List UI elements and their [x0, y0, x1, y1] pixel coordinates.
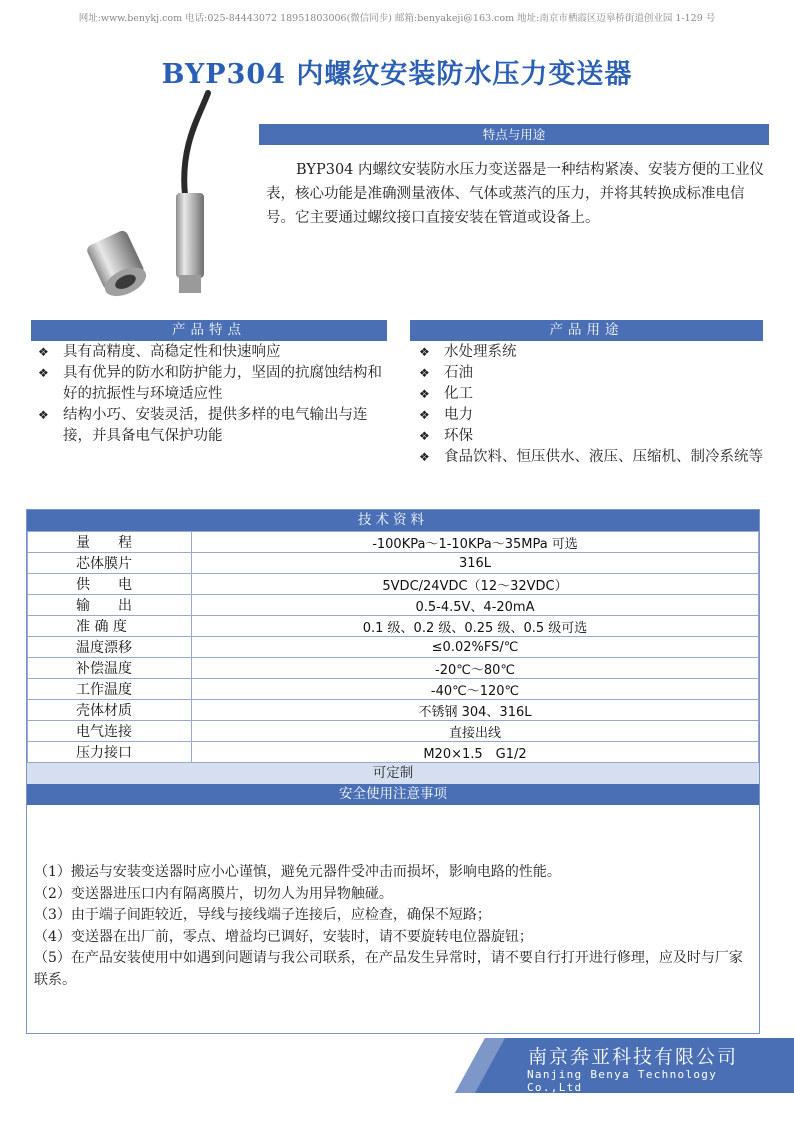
list-item: ❖ 食品饮料、恒压供水、液压、压缩机、制冷系统等 [415, 447, 765, 468]
diamond-bullet-icon: ❖ [38, 366, 49, 380]
spec-label: 温度漂移 [28, 637, 192, 658]
table-row [28, 721, 759, 742]
table-row [28, 553, 759, 574]
note-item: （5）在产品安装使用中如遇到问题请与我公司联系，在产品发生异常时，请不要自行打开进行修理，应及时与厂家联系。 [34, 950, 743, 988]
spec-label: 供 电 [28, 574, 192, 595]
diamond-bullet-icon: ❖ [419, 366, 430, 380]
diamond-bullet-icon: ❖ [38, 345, 49, 359]
list-item: ❖ 环保 [415, 426, 765, 447]
spec-value: -20℃～80℃ [192, 658, 759, 679]
table-row [28, 532, 759, 553]
spec-value: 0.5-4.5V、4-20mA [192, 595, 759, 616]
intro-heading: 特点与用途 [259, 124, 769, 145]
spec-label: 电气连接 [28, 721, 192, 742]
note-item: （1）搬运与安装变送器时应小心谨慎，避免元器件受冲击而损坏，影响电路的性能。 [34, 864, 561, 880]
sensor-thread [179, 275, 201, 293]
table-row [28, 679, 759, 700]
note-item: （3）由于端子间距较近，导线与接线端子连接后，应检查，确保不短路； [34, 907, 491, 923]
company-name-cn: 南京奔亚科技有限公司 [528, 1046, 739, 1068]
spec-label: 补偿温度 [28, 658, 192, 679]
list-item: ❖ 具有优异的防水和防护能力，坚固的抗腐蚀结构和好的抗振性与环境适应性 [38, 365, 382, 402]
spec-label: 壳体材质 [28, 700, 192, 721]
safety-heading: 安全使用注意事项 [27, 784, 759, 805]
spec-label: 芯体膜片 [28, 553, 192, 574]
table-row [28, 637, 759, 658]
spec-value: 316L [192, 553, 759, 574]
tech-heading: 技术资料 [27, 510, 759, 531]
spec-value: 0.1 级、0.2 级、0.25 级、0.5 级可选 [192, 616, 759, 637]
uses-heading: 产品用途 [410, 320, 763, 341]
table-row [28, 574, 759, 595]
diamond-bullet-icon: ❖ [419, 387, 430, 401]
company-name-en: Nanjing Benya Technology Co.,Ltd [527, 1068, 718, 1094]
spec-label: 量 程 [28, 532, 192, 553]
intro-text: BYP304 内螺纹安装防水压力变送器是一种结构紧凑、安装方便的工业仪表，核心功能是准确测量液体、气体或蒸汽的压力，并将其转换成标准电信号。它主要通过螺纹接口直接安装在管道或设备上。 [266, 162, 765, 226]
spec-value: ≤0.02%FS/℃ [192, 637, 759, 658]
list-item: ❖ 水处理系统 [415, 342, 765, 363]
product-photo [50, 85, 250, 307]
spec-label: 准 确 度 [28, 616, 192, 637]
list-item: ❖ 电力 [415, 405, 765, 426]
diamond-bullet-icon: ❖ [419, 345, 430, 359]
cable [184, 93, 208, 195]
table-row [28, 742, 759, 763]
diamond-bullet-icon: ❖ [419, 450, 430, 464]
list-item: ❖ 具有高精度、高稳定性和快速响应 [34, 342, 389, 363]
contact-line: 网址:www.benykj.com 电话:025-84443072 18951803006(微信同步) 邮箱:benyakeji@163.com 地址:南京市栖霞区迈皋桥街道创业园 1-129 号 [78, 13, 716, 24]
diamond-bullet-icon: ❖ [419, 429, 430, 443]
note-item: （2）变送器进压口内有隔离膜片，切勿人为用异物触碰。 [34, 885, 393, 902]
spec-table [27, 531, 759, 763]
features-heading: 产品特点 [31, 320, 387, 341]
list-item: ❖ 结构小巧、安装灵活，提供多样的电气输出与连接，并具备电气保护功能 [38, 407, 368, 444]
spec-value: 不锈钢 304、316L [192, 700, 759, 721]
table-row [28, 700, 759, 721]
spec-value: M20×1.5 G1/2 [192, 742, 759, 763]
spec-value: 5VDC/24VDC（12～32VDC） [192, 574, 759, 595]
uses-list [415, 342, 765, 468]
diamond-bullet-icon: ❖ [38, 408, 49, 422]
list-item: ❖ 石油 [415, 363, 765, 384]
note-item: （4）变送器在出厂前，零点、增益均已调好，安装时，请不要旋转电位器旋钮； [34, 928, 533, 945]
list-item: ❖ 化工 [415, 384, 765, 405]
page-title: BYP304 内螺纹安装防水压力变送器 [161, 59, 633, 90]
spec-label: 压力接口 [28, 742, 192, 763]
spec-value: -100KPa～1-10KPa～35MPa 可选 [192, 532, 759, 553]
customizable-note: 可定制 [27, 763, 759, 784]
spec-value: 直接出线 [192, 721, 759, 742]
features-list [34, 342, 389, 447]
table-row [28, 658, 759, 679]
sensor-body [176, 193, 204, 278]
fitting [85, 229, 150, 302]
diamond-bullet-icon: ❖ [419, 408, 430, 422]
tech-section [26, 509, 760, 1034]
table-row [28, 616, 759, 637]
table-row [28, 595, 759, 616]
spec-label: 工作温度 [28, 679, 192, 700]
spec-label: 输 出 [28, 595, 192, 616]
safety-notes [34, 862, 756, 991]
spec-value: -40℃～120℃ [192, 679, 759, 700]
